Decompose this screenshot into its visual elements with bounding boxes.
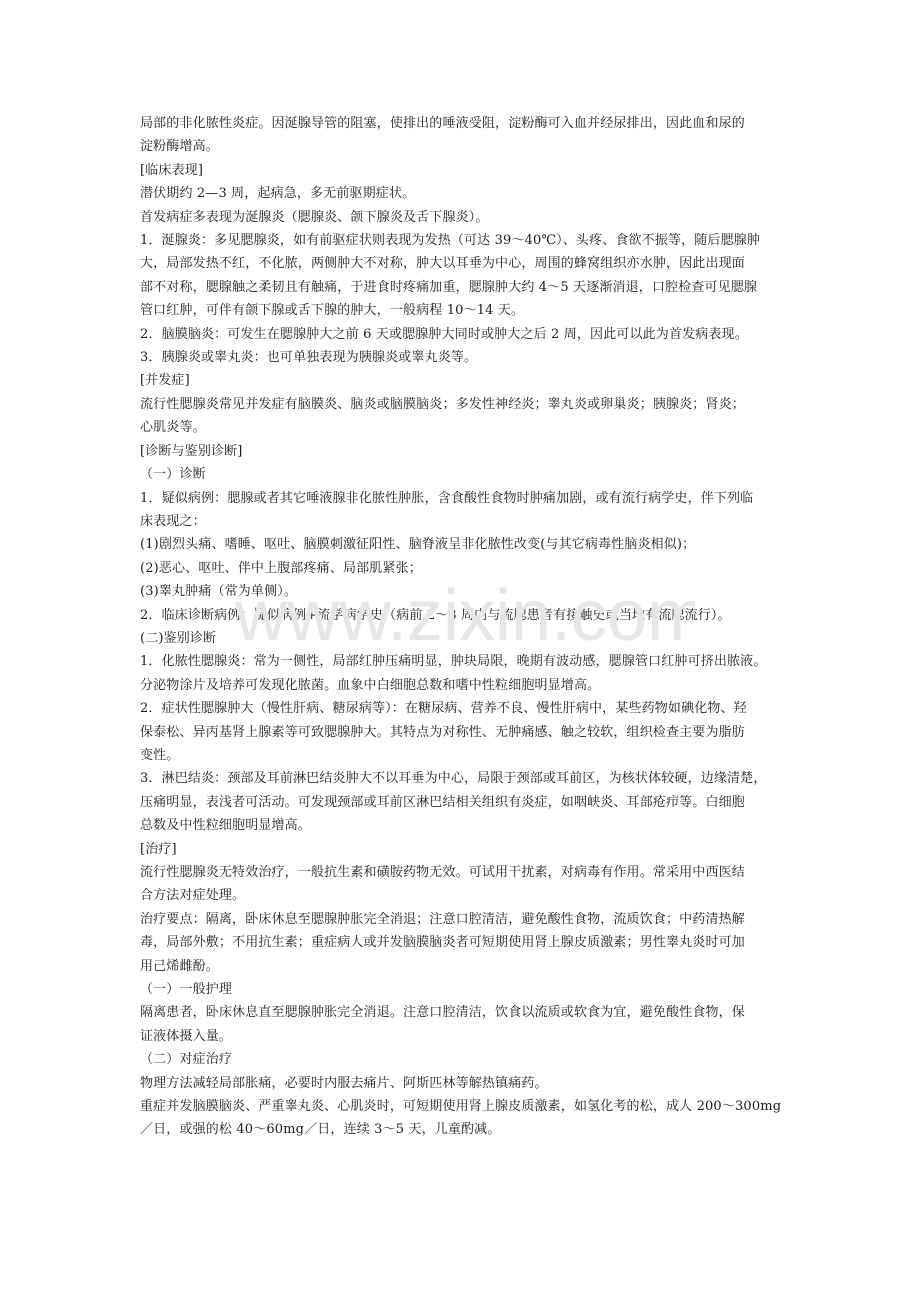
text-line: 隔离患者，卧床休息直至腮腺肿胀完全消退。注意口腔清洁，饮食以流质或软食为宜，避免酸性食物，保 (140, 1005, 745, 1021)
text-line: (2)恶心、呕吐、伴中上腹部疼痛、局部肌紧张； (140, 560, 422, 576)
text-line: 首发病症多表现为涎腺炎（腮腺炎、颌下腺炎及舌下腺炎）。 (140, 209, 489, 225)
text-line: [诊断与鉴别诊断] (140, 443, 243, 459)
text-line: 流行性腮腺炎常见并发症有脑膜炎、脑炎或脑膜脑炎；多发性神经炎；睾丸炎或卵巢炎；胰腺炎；肾炎； (140, 396, 745, 412)
text-line: (二)鉴别诊断 (140, 630, 217, 646)
text-line: (3)睾丸肿痛（常为单侧）。 (140, 584, 298, 600)
text-line: 管口红肿，可伴有颌下腺或舌下腺的肿大，一般病程 10～14 天。 (140, 303, 525, 319)
text-line: 2．临床诊断病例：疑似病例+流学病学史（病前 2～3 周内与流腮患者有接触史或当地有流腮流行）。 (140, 607, 731, 623)
text-line: (1)剧烈头痛、嗜睡、呕吐、脑膜刺激征阳性、脑脊液呈非化脓性改变(与其它病毒性脑炎相似)； (140, 537, 696, 553)
text-line: 流行性腮腺炎无特效治疗，一般抗生素和磺胺药物无效。可试用干扰素，对病毒有作用。常采用中西医结 (140, 865, 745, 880)
text-line: 1．化脓性腮腺炎：常为一侧性，局部红肿压痛明显，肿块局限，晚期有波动感，腮腺管口红肿可挤出脓液。 (140, 654, 767, 670)
text-line: 床表现之： (140, 513, 206, 529)
text-line: [临床表现] (140, 162, 204, 178)
text-line: 1．疑似病例：腮腺或者其它唾液腺非化脓性肿胀，含食酸性食物时肿痛加剧，或有流行病学史，伴下列临 (140, 490, 754, 506)
text-line: ／日，或强的松 40～60mg／日，连续 3～5 天，儿童酌减。 (140, 1122, 501, 1138)
text-line: （二）对症治疗 (140, 1052, 233, 1068)
text-line: 重症并发脑膜脑炎、严重睾丸炎、心肌炎时，可短期使用肾上腺皮质激素，如氢化考的松，成人 200～300mg (140, 1099, 782, 1115)
watermark-text: www.zixin.com (235, 576, 695, 656)
text-line: 3．淋巴结炎：颈部及耳前淋巴结炎肿大不以耳垂为中心，局限于颈部或耳前区，为核状体较硬，边缘清楚， (140, 771, 767, 787)
text-line: 分泌物涂片及培养可发现化脓菌。血象中白细胞总数和嗜中性粒细胞明显增高。 (140, 677, 601, 693)
text-line: 总数及中性粒细胞明显增高。 (140, 818, 311, 834)
text-line: [治疗] (140, 841, 177, 857)
text-line: 部不对称，腮腺触之柔韧且有触痛，于进食时疼痛加重，腮腺肿大约 4～5 天逐渐消退，口腔检查可见腮腺 (140, 279, 758, 295)
text-line: 局部的非化脓性炎症。因涎腺导管的阻塞，使排出的唾液受阻，淀粉酶可入血并经尿排出，因此血和尿的 (140, 116, 745, 131)
text-line: 物理方法减轻局部胀痛，必要时内服去痛片、阿斯匹林等解热镇痛药。 (140, 1075, 548, 1091)
text-line: 毒，局部外敷；不用抗生素；重症病人或并发脑膜脑炎者可短期使用肾上腺皮质激素；男性睾丸炎时可加 (140, 935, 745, 951)
text-line: 用己烯雌酚。 (140, 958, 219, 974)
text-line: 合方法对症处理。 (140, 888, 246, 904)
text-line: 心肌炎等。 (140, 420, 206, 436)
text-line: 大，局部发热不红，不化脓，两侧肿大不对称，肿大以耳垂为中心，周围的蜂窝组织亦水肿，因此出现面 (140, 256, 745, 272)
text-line: 压痛明显，表浅者可活动。可发现颈部或耳前区淋巴结相关组织有炎症，如咽峡炎、耳部疮疖等。白细胞 (140, 794, 745, 810)
document-body (140, 112, 785, 1142)
text-line: 变性。 (140, 747, 180, 763)
text-line: 潜伏期约 2—3 周，起病急，多无前驱期症状。 (140, 186, 416, 202)
text-line: 1．涎腺炎：多见腮腺炎，如有前驱症状则表现为发热（可达 39～40℃）、头疼、食欲不振等，随后腮腺肿 (140, 233, 761, 249)
text-line: （一）诊断 (140, 467, 206, 483)
text-line: 保泰松、异丙基肾上腺素等可致腮腺肿大。其特点为对称性、无肿痛感、触之较软，组织检查主要为脂肪 (140, 724, 745, 740)
text-line: [并发症] (140, 373, 190, 389)
text-line: 2．症状性腮腺肿大（慢性肝病、糖尿病等）：在糖尿病、营养不良、慢性肝病中，某些药物如碘化物、羟 (140, 701, 747, 717)
text-line: 3．胰腺炎或睾丸炎：也可单独表现为胰腺炎或睾丸炎等。 (140, 350, 478, 366)
text-line: 治疗要点：隔离，卧床休息至腮腺肿胀完全消退；注意口腔清洁，避免酸性食物，流质饮食；中药清热解 (140, 911, 745, 927)
text-line: 2．脑膜脑炎：可发生在腮腺肿大之前 6 天或腮腺肿大同时或肿大之后 2 周，因此可以此为首发病表现。 (140, 326, 748, 342)
text-line: （一）一般护理 (140, 982, 233, 998)
text-line: 证液体摄入量。 (140, 1028, 233, 1044)
text-line: 淀粉酶增高。 (140, 139, 219, 155)
